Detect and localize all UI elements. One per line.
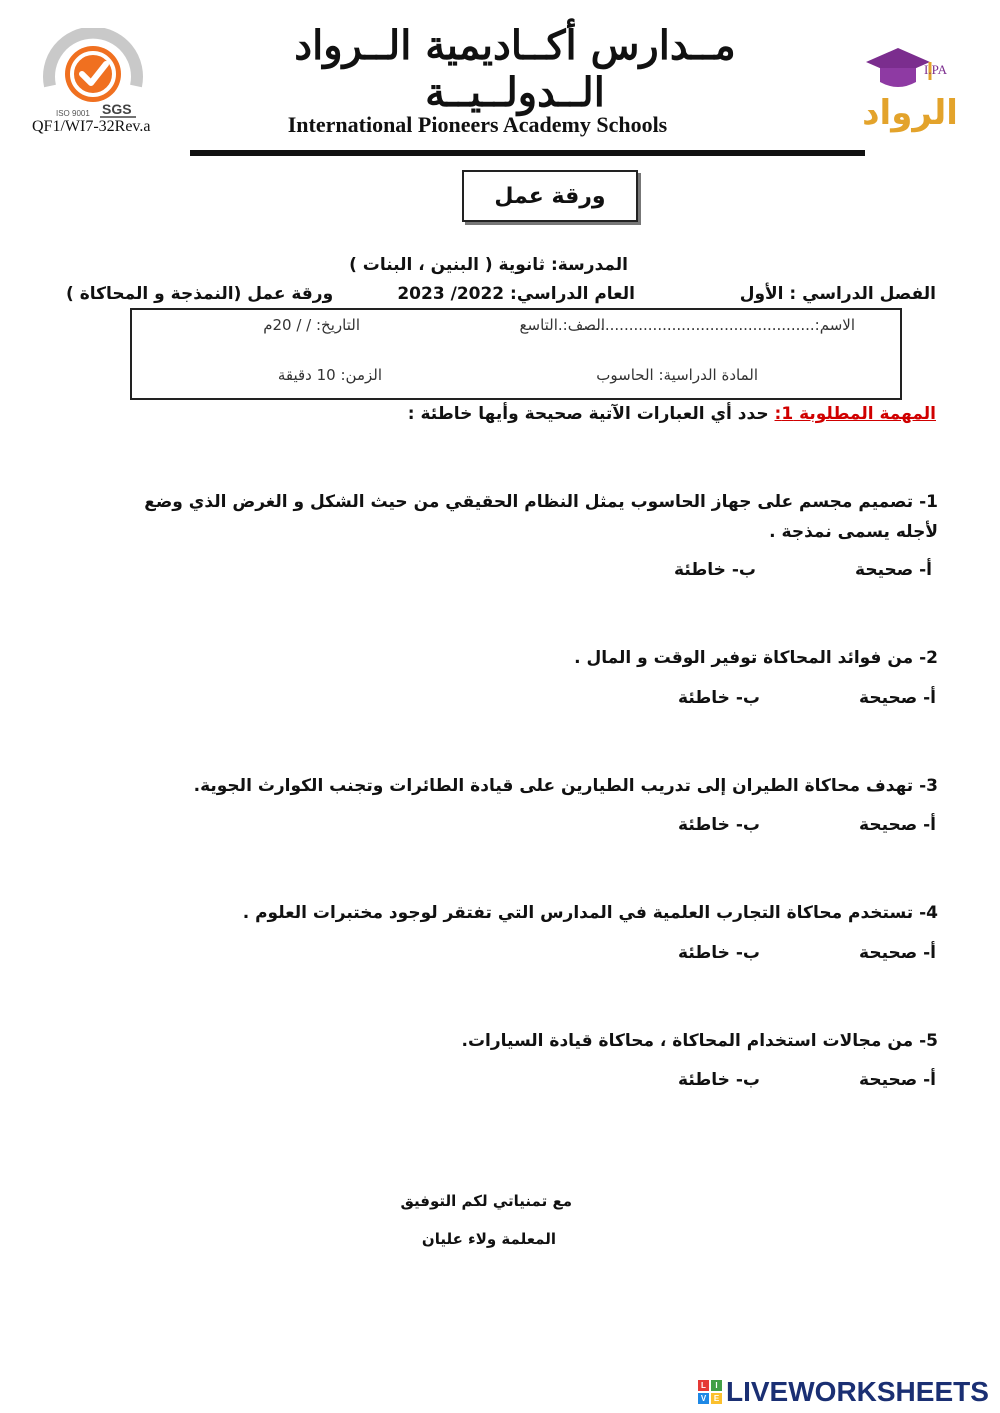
task-label: المهمة المطلوبة 1:	[774, 404, 936, 424]
liveworksheets-mark-icon: L I V E	[698, 1380, 722, 1404]
ipa-academy-logo	[858, 40, 958, 140]
sgs-label: SGS	[102, 101, 132, 117]
task-instruction	[408, 404, 936, 424]
ipa-label: I.PA	[924, 62, 948, 77]
liveworksheets-logo	[698, 1376, 989, 1408]
question-3-option-true[interactable]: أ- صحيحة	[859, 815, 936, 835]
semester-line: الفصل الدراسي : الأول	[739, 284, 936, 304]
iso-label: ISO 9001	[56, 109, 90, 118]
document-code: QF1/WI7-32Rev.a	[32, 118, 151, 135]
subject-field: المادة الدراسية: الحاسوب	[596, 366, 758, 384]
worksheet-title: ورقة عمل	[462, 170, 638, 222]
question-2-option-true[interactable]: أ- صحيحة	[859, 688, 936, 708]
question-4-option-false[interactable]: ب- خاطئة	[678, 943, 760, 963]
school-name-english: International Pioneers Academy Schools	[287, 112, 668, 137]
question-3-option-false[interactable]: ب- خاطئة	[678, 815, 760, 835]
class-field: الصف:.التاسع	[519, 316, 605, 334]
question-5-option-true[interactable]: أ- صحيحة	[859, 1070, 936, 1090]
question-1-text: 1- تصميم مجسم على جهاز الحاسوب يمثل النظام الحقيقي من حيث الشكل و الغرض الذي وضع لأجله يسمى نمذجة .	[144, 492, 938, 542]
question-2-option-false[interactable]: ب- خاطئة	[678, 688, 760, 708]
question-5-text: 5- من مجالات استخدام المحاكاة ، محاكاة قيادة السيارات.	[461, 1031, 938, 1051]
question-3-text: 3- تهدف محاكاة الطيران إلى تدريب الطيارين على قيادة الطائرات وتجنب الكوارث الجوية.	[193, 776, 938, 796]
ipa-word: الرواد	[862, 93, 958, 133]
time-field: الزمن: 10 دقيقة	[277, 366, 382, 384]
liveworksheets-brand-text: LIVEWORKSHEETS	[726, 1376, 989, 1407]
student-name-field: الاسم:.................................................	[581, 316, 855, 334]
question-1-option-true[interactable]: أ- صحيحة	[855, 560, 932, 580]
teacher-name: المعلمة ولاء عليان	[421, 1230, 556, 1248]
date-field: التاريخ: / / 20م	[263, 316, 360, 334]
closing-wishes: مع تمنياتي لكم التوفيق	[400, 1192, 572, 1210]
worksheet-topic-line: ورقة عمل (النمذجة و المحاكاة )	[66, 284, 334, 304]
question-1-option-false[interactable]: ب- خاطئة	[674, 560, 756, 580]
question-4-option-true[interactable]: أ- صحيحة	[859, 943, 936, 963]
academic-year-line: العام الدراسي: 2022/ 2023	[397, 284, 635, 304]
school-name-arabic: مــدارس أكــاديمية الــرواد الــدولــيــة	[294, 22, 736, 116]
header-divider	[190, 150, 865, 156]
school-line: المدرسة: ثانوية ( البنين ، البنات )	[349, 255, 628, 275]
question-4-text: 4- تستخدم محاكاة التجارب العلمية في المدارس التي تفتقر لوجود مختبرات العلوم .	[242, 903, 938, 923]
question-2-text: 2- من فوائد المحاكاة توفير الوقت و المال .	[574, 648, 938, 668]
question-5-option-false[interactable]: ب- خاطئة	[678, 1070, 760, 1090]
sgs-certification-logo	[38, 28, 148, 124]
task-text: حدد أي العبارات الآتية صحيحة وأيها خاطئة :	[407, 404, 769, 424]
